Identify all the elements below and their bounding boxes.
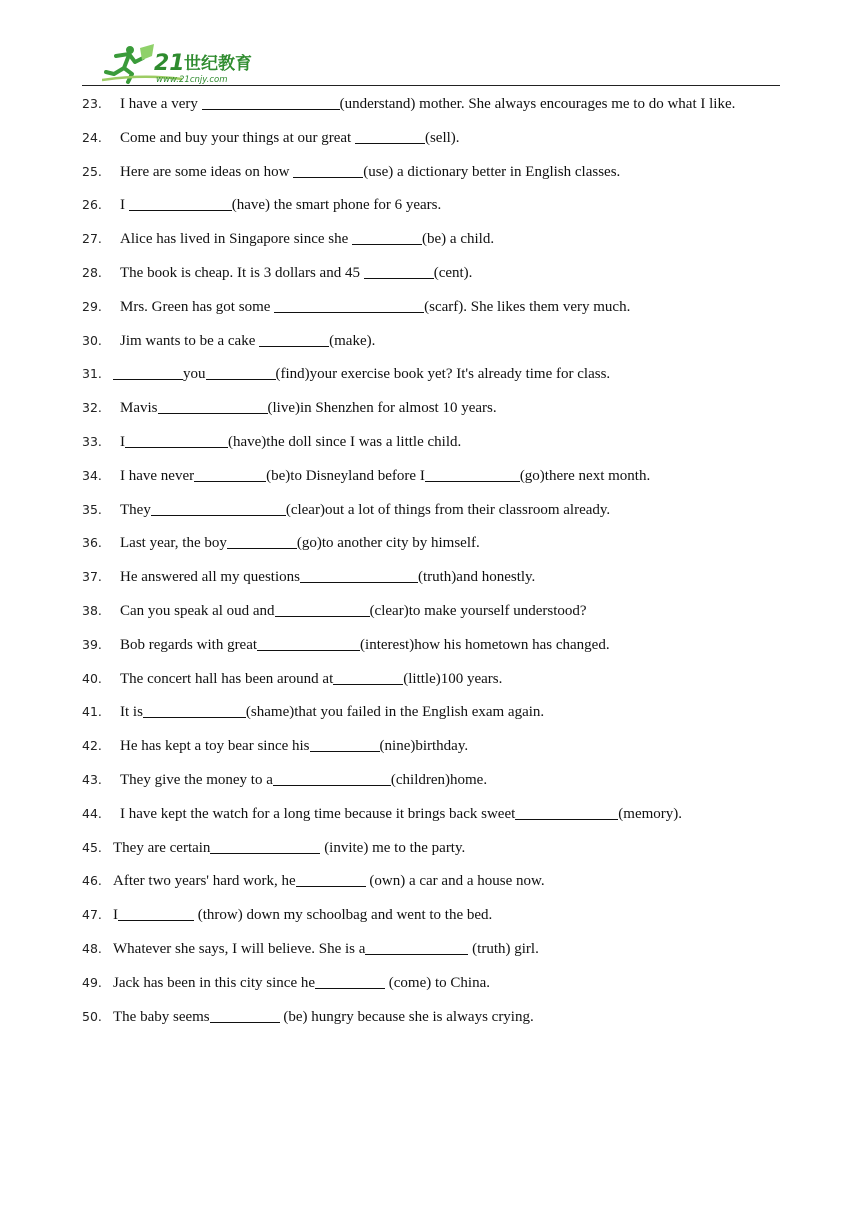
- question-25: [82, 160, 620, 184]
- question-39: [82, 633, 610, 657]
- question-text: I: [120, 434, 125, 450]
- question-text: (invite) me to the party.: [320, 839, 466, 856]
- question-text: I: [120, 197, 129, 214]
- question-text: (live)in Shenzhen for almost 10 years.: [267, 400, 497, 417]
- answer-blank[interactable]: [257, 635, 360, 651]
- question-50: [82, 1005, 534, 1029]
- question-text: (be)to Disneyland before I: [266, 467, 425, 484]
- answer-blank[interactable]: [125, 432, 228, 448]
- question-text: (be) a child.: [422, 231, 495, 248]
- question-number: 43.: [82, 772, 102, 787]
- question-text: Jim wants to be a cake: [120, 332, 260, 349]
- question-text: (memory).: [618, 805, 683, 822]
- question-text: He has kept a toy bear since his: [120, 738, 310, 755]
- question-number: 28.: [82, 265, 102, 280]
- question-number: 23.: [82, 96, 102, 111]
- question-45: [82, 836, 465, 860]
- question-number: 32.: [82, 400, 102, 416]
- question-text: (own) a car and a house now.: [365, 873, 545, 890]
- question-text: Jack has been in this city since he: [113, 974, 316, 991]
- question-text: (go)to another city by himself.: [296, 535, 480, 552]
- question-text: Alice has lived in Singapore since she: [120, 231, 353, 248]
- question-text: (throw) down my schoolbag and went to the bed.: [194, 907, 493, 924]
- question-text: Bob regards with great: [120, 636, 258, 653]
- answer-blank[interactable]: [293, 162, 363, 178]
- answer-blank[interactable]: [310, 736, 380, 752]
- question-24: [82, 126, 460, 150]
- question-number: 34.: [82, 467, 102, 483]
- question-text: I: [113, 907, 118, 924]
- question-number: 27.: [82, 231, 102, 247]
- question-text: The book is cheap. It is 3 dollars and 45: [120, 265, 364, 281]
- page-header: [0, 0, 860, 92]
- question-number: 42.: [82, 738, 102, 754]
- question-28: [82, 261, 472, 285]
- question-number: 36.: [82, 535, 102, 551]
- svg-text:世纪教育: 世纪教育: [184, 54, 252, 74]
- question-30: [82, 329, 375, 353]
- question-text: (clear)to make yourself understood?: [369, 603, 587, 619]
- answer-blank[interactable]: [355, 128, 425, 144]
- answer-blank[interactable]: [274, 297, 424, 313]
- answer-blank[interactable]: [113, 364, 183, 380]
- question-text: Come and buy your things at our great: [120, 129, 355, 146]
- answer-blank[interactable]: [118, 905, 194, 921]
- answer-blank[interactable]: [143, 702, 246, 718]
- question-34: [82, 464, 650, 488]
- question-49: [82, 971, 490, 995]
- answer-blank[interactable]: [315, 973, 385, 989]
- question-41: [82, 700, 544, 724]
- question-number: 40.: [82, 670, 102, 686]
- logo: [102, 42, 277, 86]
- question-number: 46.: [82, 873, 102, 889]
- question-text: (find)your exercise book yet? It's already time for class.: [275, 366, 611, 383]
- question-text: They are certain: [113, 839, 211, 856]
- question-text: (cent).: [433, 265, 473, 281]
- question-text: you: [183, 366, 206, 383]
- question-26: [82, 193, 441, 217]
- question-text: Can you speak al oud and: [120, 603, 275, 619]
- question-37: [82, 565, 535, 589]
- question-text: I have a very: [120, 96, 202, 112]
- question-number: 25.: [82, 163, 102, 179]
- question-29: [82, 295, 630, 319]
- answer-blank[interactable]: [194, 466, 266, 482]
- answer-blank[interactable]: [425, 466, 520, 482]
- question-number: 35.: [82, 501, 102, 517]
- answer-blank[interactable]: [210, 1007, 280, 1023]
- question-number: 29.: [82, 298, 102, 314]
- question-text: After two years' hard work, he: [113, 873, 296, 890]
- question-number: 24.: [82, 129, 102, 145]
- question-48: [82, 937, 539, 961]
- answer-blank[interactable]: [273, 770, 391, 786]
- question-text: (shame)that you failed in the English exam again.: [245, 704, 545, 721]
- answer-blank[interactable]: [352, 229, 422, 245]
- question-text: (little)100 years.: [403, 670, 503, 687]
- question-text: (truth) girl.: [468, 941, 539, 957]
- question-text: (make).: [329, 332, 376, 349]
- question-text: (sell).: [424, 129, 460, 146]
- question-text: Mrs. Green has got some: [120, 298, 275, 315]
- answer-blank[interactable]: [210, 838, 320, 854]
- question-text: (interest)how his hometown has changed.: [360, 636, 610, 653]
- question-number: 30.: [82, 332, 102, 348]
- question-31: [82, 362, 610, 386]
- question-text: They give the money to a: [120, 772, 273, 788]
- answer-blank[interactable]: [202, 94, 340, 110]
- question-number: 37.: [82, 569, 102, 585]
- question-text: (have)the doll since I was a little child.: [228, 434, 462, 450]
- question-text: (clear)out a lot of things from their classroom already.: [285, 501, 611, 518]
- question-text: (children)home.: [390, 772, 488, 788]
- answer-blank[interactable]: [364, 263, 434, 279]
- question-32: [82, 396, 497, 420]
- answer-blank[interactable]: [296, 871, 366, 887]
- answer-blank[interactable]: [300, 567, 418, 583]
- question-40: [82, 667, 502, 691]
- question-text: (scarf). She likes them very much.: [424, 298, 631, 315]
- question-text: It is: [120, 704, 143, 721]
- question-number: 41.: [82, 704, 102, 720]
- question-text: (truth)and honestly.: [417, 569, 536, 586]
- question-text: (nine)birthday.: [379, 738, 469, 755]
- question-text: (have) the smart phone for 6 years.: [231, 197, 442, 214]
- question-text: Last year, the boy: [120, 535, 227, 552]
- answer-blank[interactable]: [206, 364, 276, 380]
- answer-blank[interactable]: [333, 669, 403, 685]
- answer-blank[interactable]: [259, 331, 329, 347]
- question-number: 45.: [82, 839, 102, 855]
- question-number: 38.: [82, 603, 102, 618]
- svg-text:www.21cnjy.com: www.21cnjy.com: [156, 75, 228, 85]
- question-number: 50.: [82, 1008, 102, 1024]
- question-35: [82, 498, 610, 522]
- question-text: He answered all my questions: [120, 569, 300, 586]
- logo-graphic: [102, 42, 277, 86]
- answer-blank[interactable]: [129, 195, 232, 211]
- question-text: (be) hungry because she is always crying.: [279, 1008, 534, 1025]
- answer-blank[interactable]: [151, 500, 286, 516]
- question-38: [82, 599, 587, 623]
- question-number: 44.: [82, 805, 102, 821]
- svg-text:21: 21: [154, 51, 185, 76]
- header-divider: [82, 85, 780, 86]
- question-number: 47.: [82, 907, 102, 923]
- question-text: The concert hall has been around at: [120, 670, 334, 687]
- question-text: (go)there next month.: [519, 467, 651, 484]
- question-46: [82, 869, 545, 893]
- question-42: [82, 734, 468, 758]
- question-number: 33.: [82, 434, 102, 449]
- question-44: [82, 802, 682, 826]
- question-text: (understand) mother. She always encourages me to do what I like.: [339, 96, 736, 112]
- question-text: Here are some ideas on how: [120, 163, 294, 180]
- question-43: [82, 768, 487, 792]
- question-number: 26.: [82, 197, 102, 213]
- question-27: [82, 227, 494, 251]
- question-text: The baby seems: [113, 1008, 210, 1025]
- question-text: Whatever she says, I will believe. She is a: [113, 941, 366, 957]
- answer-blank[interactable]: [275, 601, 370, 617]
- question-text: I have never: [120, 467, 195, 484]
- question-text: (use) a dictionary better in English classes.: [363, 163, 621, 180]
- question-text: Mavis: [120, 400, 158, 417]
- question-text: They: [120, 501, 151, 518]
- question-36: [82, 531, 480, 555]
- answer-blank[interactable]: [158, 398, 268, 414]
- question-23: [82, 92, 735, 116]
- question-47: [82, 903, 492, 927]
- question-text: (come) to China.: [385, 974, 491, 991]
- question-number: 31.: [82, 366, 102, 382]
- answer-blank[interactable]: [515, 804, 618, 820]
- question-text: I have kept the watch for a long time because it brings back sweet: [120, 805, 516, 822]
- question-number: 48.: [82, 941, 102, 956]
- answer-blank[interactable]: [227, 533, 297, 549]
- question-number: 39.: [82, 636, 102, 652]
- answer-blank[interactable]: [365, 939, 468, 955]
- question-number: 49.: [82, 974, 102, 990]
- question-33: [82, 430, 461, 454]
